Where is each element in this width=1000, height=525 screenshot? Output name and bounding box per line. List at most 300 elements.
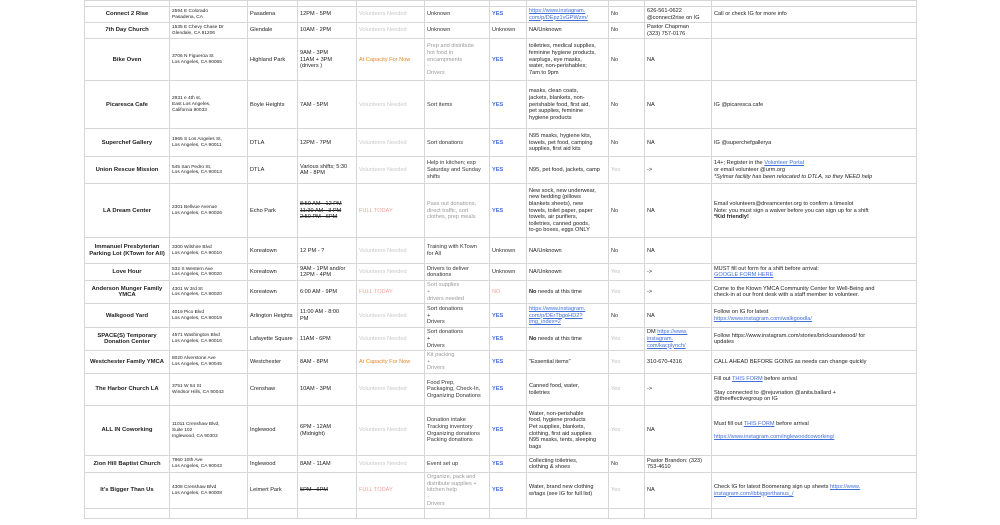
needs-line: supplies, first aid kits [529,146,581,153]
notes-line: Follow on IG for latest [714,309,769,316]
task-line: shifts [427,173,441,180]
task-line: Packaging, Check-In, [427,386,481,393]
address-line: Los Angeles, CA 90013 [172,170,222,176]
area-text: Leimert Park [250,487,282,494]
hours-line: AM - 8PM [300,170,325,177]
task-line: drivers needed [427,295,465,302]
notes-cell [712,456,917,473]
address-line: Los Angeles, CA 90020 [172,292,222,298]
organization-name [85,281,170,304]
area-text: Westchester [250,358,281,365]
needs-line: clothing & shoes [529,464,571,471]
address-cell [170,351,248,374]
table-row [85,129,917,157]
task-line: Organizing donations [427,430,480,437]
area-cell [248,184,298,238]
volunteer-spreadsheet [84,0,917,519]
address-line: Inglewood, CA 90303 [172,433,218,439]
organization-name-text: The Harbor Church LA [95,386,159,393]
hours-line: 12 PM - ? [300,247,325,254]
hours-cell [298,281,357,304]
hours-cell [298,473,357,509]
task-line: - [427,493,429,500]
notes-line: Email volunteers@dreamcenter.org to confirm a timeslot [714,200,854,207]
hours-cell [298,456,357,473]
hours-cell [298,39,357,81]
open-status-text: Unknown [492,27,516,34]
contact-line: NA [647,207,655,214]
notes-line: Stay connected to @rejuvnation @anita.ballard + [714,389,836,396]
area-text: DTLA [250,167,265,174]
hours-line: (Midnight) [300,430,325,437]
table-row [85,374,917,406]
organization-name [85,81,170,129]
volunteer-status-text: Volunteers Needed [359,269,407,276]
open-status-text: YES [492,460,504,467]
area-text: Highland Park [250,56,286,63]
needs-line: NA/Unknown [529,27,562,34]
area-cell [248,129,298,157]
open-status [490,304,527,328]
area-cell [248,81,298,129]
walkins-cell [609,351,645,374]
tasks-cell [425,157,490,184]
task-line: kitchen help [427,487,457,494]
task-line: for All [427,250,441,257]
walkins-text: Yes [611,167,621,174]
organization-name [85,304,170,328]
hours-line: 10AM - 2PM [300,27,332,34]
notes-line[interactable]: https://www. [829,484,861,491]
needs-line[interactable]: https://www.instagram. [529,305,586,312]
open-status-text: NO [492,289,501,296]
organization-name-text: Anderson Munger Family YMCA [91,285,163,299]
organization-name [85,351,170,374]
notes-line[interactable]: THIS FORM [731,376,763,383]
needs-cell [527,264,609,281]
table-row [85,238,917,264]
walkins-text: No [611,101,619,108]
needs-cell [527,328,609,351]
task-line: + [427,358,431,365]
address-line: 4308 Crenshaw Blvd [172,484,217,490]
address-cell [170,406,248,456]
hours-line: 11:30 AM - 3 PM [300,207,342,214]
address-line: East Los Angeles, [172,101,211,107]
organization-name-text: Love Hour [112,269,142,276]
notes-line: Must fill out [714,420,744,427]
walkins-cell [609,81,645,129]
notes-line: or email volunteer @urm.org [714,167,785,174]
walkins-cell [609,406,645,456]
area-text: Echo Park [250,207,276,214]
walkins-text: Yes [611,335,621,342]
address-cell [170,304,248,328]
address-cell [170,129,248,157]
area-text: Arlington Heights [250,312,293,319]
contact-cell [645,281,712,304]
notes-line[interactable]: Volunteer Portal [764,160,805,167]
table-cell [425,509,490,519]
open-status [490,406,527,456]
needs-line: earplugs, eye masks, [529,56,582,63]
address-line: Los Angeles, CA 90026 [172,210,222,216]
notes-line: Check IG for latest Boomerang sign up sheets [714,484,830,491]
tasks-cell [425,406,490,456]
task-line: Food Prep, [427,379,455,386]
open-status-text: Unknown [492,269,516,276]
address-line: Los Angeles, CA 90008 [172,490,222,496]
needs-cell [527,473,609,509]
open-status-text: YES [492,101,504,108]
address-cell [170,238,248,264]
needs-line[interactable]: com/p/DEpz1vGPWzm/ [529,14,588,21]
table-cell [85,509,170,519]
volunteer-status-text: Volunteers Needed [359,27,407,34]
organization-name [85,328,170,351]
needs-cell [527,7,609,23]
notes-cell [712,351,917,374]
area-cell [248,374,298,406]
volunteer-status-text: Volunteers Needed [359,312,407,319]
hours-cell [298,374,357,406]
area-text: Glendale [250,27,273,34]
needs-line: pet supplies, feminine [529,108,584,115]
needs-line: N95, pet food, jackets, camp [529,167,600,174]
task-line: + [427,312,431,319]
notes-line: Fill out [714,376,732,383]
task-line: hot food in [427,49,454,56]
needs-cell [527,406,609,456]
needs-line: "Essential items" [529,358,571,365]
needs-line: Water, non-perishable [529,410,584,417]
hours-line: 12PM - 5PM [300,11,332,18]
volunteer-status-text: Volunteers Needed [359,247,407,254]
walkins-text: No [611,460,619,467]
walkins-cell [609,7,645,23]
contact-cell [645,328,712,351]
notes-line: Follow https://www.instagram.com/stories/bricksandwood/ for [714,332,866,339]
task-line: Kit packing [427,352,455,359]
tasks-cell [425,374,490,406]
volunteer-status [357,129,425,157]
contact-line: 310-670-4316 [647,358,682,365]
volunteer-status-text: Volunteers Needed [359,427,407,434]
hours-cell [298,304,357,328]
notes-line: before arrival [774,420,809,427]
walkins-cell [609,39,645,81]
needs-line: New sock, new underwear, [529,187,596,194]
contact-line: NA [647,139,655,146]
hours-cell [298,351,357,374]
task-line: + [427,289,431,296]
area-text: DTLA [250,139,265,146]
notes-line: IG @superchefgallerya [714,139,772,146]
notes-line[interactable]: https://www.instagram.com/walkgoodla/ [714,315,812,322]
needs-line: food, hygiene products [529,417,586,424]
hours-line: 8AM - 8PM [300,358,328,365]
contact-line: 626-561-0622 [647,8,682,14]
address-line: 4019 Pico Blvd [172,310,204,316]
organization-name [85,157,170,184]
area-cell [248,304,298,328]
task-line: Unknown [427,11,451,18]
hours-line: 6PM - 12AM [300,424,332,431]
table-row [85,304,917,328]
notes-line: Come to the Ktown YMCA Community Center for Well-Being and [714,285,875,292]
area-text: Inglewood [250,460,276,467]
contact-cell [645,456,712,473]
needs-line: new bedding (pillows [529,194,581,201]
needs-line: water, non-perishables; [529,63,587,70]
area-text: Koreatown [250,247,277,254]
task-line: Organizing Donations [427,392,481,399]
table-row [85,473,917,509]
notes-line: IG @picaresca.cafe [714,101,764,108]
organization-name [85,264,170,281]
volunteer-status-text: Volunteers Needed [359,460,407,467]
tasks-cell [425,238,490,264]
table-row [85,157,917,184]
notes-cell [712,264,917,281]
address-line: Suite 102 [172,427,193,433]
needs-cell [527,281,609,304]
task-line: Event set up [427,460,459,467]
volunteer-status-text: At Capacity For Now [359,56,411,63]
notes-line: @theeffectivegroup on IG [714,396,778,403]
notes-line: Call or check IG for more info [714,11,787,18]
organization-name [85,184,170,238]
address-line: Los Angeles, CA 90045 [172,362,222,368]
task-line: Prep and distribute [427,43,474,50]
tasks-cell [425,304,490,328]
open-status [490,184,527,238]
needs-line: clothing, first aid supplies [529,430,592,437]
notes-cell [712,81,917,129]
needs-cell [527,304,609,328]
task-line: Sort items [427,101,453,108]
contact-line: @connect2rise on IG [647,14,700,21]
tasks-cell [425,264,490,281]
address-line: Pasadena, CA [172,14,203,20]
task-line: direct traffic, sort [427,207,469,214]
needs-line[interactable]: img_index=2 [529,319,561,326]
contact-cell [645,23,712,39]
volunteer-status [357,473,425,509]
walkins-text: No [611,312,619,319]
open-status [490,328,527,351]
contact-cell [645,304,712,328]
task-line: distribute supplies + [427,480,477,487]
contact-line: NA [647,487,655,494]
notes-line[interactable]: THIS FORM [743,420,775,427]
walkins-cell [609,184,645,238]
walkins-cell [609,281,645,304]
address-line: 3706 N Figueroa St [172,54,214,60]
address-cell [170,374,248,406]
organization-name-text: SPACE(S) Temporary Donation Center [97,332,157,346]
contact-line[interactable]: https://www. [657,329,688,336]
task-line: - [427,63,429,70]
area-cell [248,39,298,81]
table-row-partial [85,509,917,519]
walkins-cell [609,23,645,39]
address-line: 2931 e 4th st, [172,96,202,102]
table-row [85,39,917,81]
contact-cell [645,7,712,23]
table-cell [357,509,425,519]
needs-line: Water, brand new clothing [529,484,594,491]
organization-name [85,23,170,39]
walkins-text: No [611,11,619,18]
needs-cell [527,81,609,129]
needs-cell [527,184,609,238]
task-line: Drivers [427,342,445,349]
area-cell [248,351,298,374]
open-status [490,238,527,264]
hours-line: 9AM - 3PM [300,49,328,56]
walkins-text: Yes [611,269,621,276]
hours-line: Various shifts; 5:30 [300,163,348,170]
contact-line[interactable]: com/kacplynch/ [647,342,686,349]
volunteer-status [357,456,425,473]
contact-line: NA [647,56,655,63]
volunteer-status-text: Volunteers Needed [359,386,407,393]
task-line: Drivers [427,500,445,507]
tasks-cell [425,473,490,509]
task-line: + [427,335,431,342]
task-line: Drivers [427,319,445,326]
needs-line: w/tags (see IG for full list) [529,490,593,497]
notes-cell [712,238,917,264]
table-row [85,264,917,281]
open-status [490,264,527,281]
address-cell [170,281,248,304]
needs-line: Canned food, water, [529,383,580,390]
contact-cell [645,129,712,157]
walkins-cell [609,456,645,473]
address-cell [170,23,248,39]
volunteer-status-text: At Capacity For Now [359,358,411,365]
organization-name-text: Connect 2 Rise [105,11,149,18]
open-status [490,39,527,81]
organization-name [85,473,170,509]
walkins-cell [609,157,645,184]
address-line: 1535 E Chevy Chase Dr [172,24,224,30]
open-status-text: YES [492,11,504,18]
area-cell [248,328,298,351]
area-cell [248,281,298,304]
table-cell [170,509,248,519]
hours-line: 7AM - 5PM [300,101,328,108]
address-line: Los Angeles, CA 90065 [172,59,222,65]
organization-name-text: Westchester Family YMCA [89,358,165,365]
organization-name-text: Picaresca Cafe [106,101,148,108]
area-cell [248,406,298,456]
tasks-cell [425,456,490,473]
contact-line: NA [647,312,655,319]
needs-line: N95 masks, hygiene kits, [529,132,592,139]
hours-line: 10AM - 3PM [300,386,332,393]
notes-line: CALL AHEAD BEFORE GOING as needs can change quickly [714,358,867,365]
contact-cell [645,238,712,264]
volunteer-status-text: FULL TODAY [359,207,393,214]
needs-line: needs at this time [536,335,582,342]
volunteer-status [357,374,425,406]
volunteer-status [357,304,425,328]
hours-line: 5PM - 6PM [300,487,328,494]
volunteer-status [357,406,425,456]
needs-line: hygiene products [529,114,572,121]
organization-name-text: 7th Day Church [105,27,149,34]
walkins-text: Yes [611,289,621,296]
table-row [85,328,917,351]
organization-name-text: LA Dream Center [103,207,151,214]
notes-cell [712,281,917,304]
volunteer-status-text: Volunteers Needed [359,139,407,146]
hours-line: 9AM - 1PM and/or [300,265,346,272]
address-line: Windsor Hills, CA 90043 [172,389,224,395]
needs-line[interactable]: https://www.instagram. [529,8,586,14]
address-line: 3751 W 54 St [172,383,202,389]
open-status [490,456,527,473]
needs-line[interactable]: com/p/DErTbgoHD2? [529,312,583,319]
organization-name-text: Immanuel Presbyterian Parking Lot (KTown for All) [89,244,165,257]
notes-cell [712,157,917,184]
contact-line: Pastor Chapman [647,24,689,31]
open-status [490,129,527,157]
area-text: Inglewood [250,427,276,434]
contact-line: NA [647,427,655,434]
open-status [490,7,527,23]
notes-line[interactable]: instagram.com/ibbiggerthanus_/ [714,490,794,497]
address-cell [170,328,248,351]
notes-cell [712,129,917,157]
needs-line: towels, pet food, camping [529,139,593,146]
notes-line: Note: you must sign a waiver before you can sign up for a shift [714,207,869,214]
hours-line: 11AM - 6PM [300,335,331,342]
contact-cell [645,264,712,281]
address-line: Los Angeles, CA 90011 [172,142,222,148]
walkins-text: Yes [611,427,621,434]
needs-cell [527,456,609,473]
walkins-cell [609,473,645,509]
volunteer-status-text: FULL TODAY [359,487,393,494]
hours-cell [298,328,357,351]
notes-cell [712,184,917,238]
task-line: Tracking inventory [427,424,473,431]
volunteer-status-text: Volunteers Needed [359,11,407,18]
area-cell [248,473,298,509]
contact-line: NA [647,247,655,254]
needs-line: feminine hygiene products, [529,49,596,56]
table-cell [527,509,609,519]
table-row [85,184,917,238]
task-line: clothes, prep meals [427,214,476,221]
contact-line: NA [647,101,655,108]
walkins-cell [609,129,645,157]
address-cell [170,7,248,23]
needs-line: needs at this time [536,289,582,296]
address-line: Los Angeles, CA 90019 [172,315,222,321]
tasks-cell [425,184,490,238]
open-status-text: YES [492,56,504,63]
contact-line[interactable]: instagram. [647,335,674,342]
notes-line[interactable]: https://www.instagram.com/inglewoodcoworking/ [714,433,835,440]
volunteer-status [357,351,425,374]
notes-line[interactable]: GOOGLE FORM HERE [714,272,774,279]
needs-cell [527,129,609,157]
